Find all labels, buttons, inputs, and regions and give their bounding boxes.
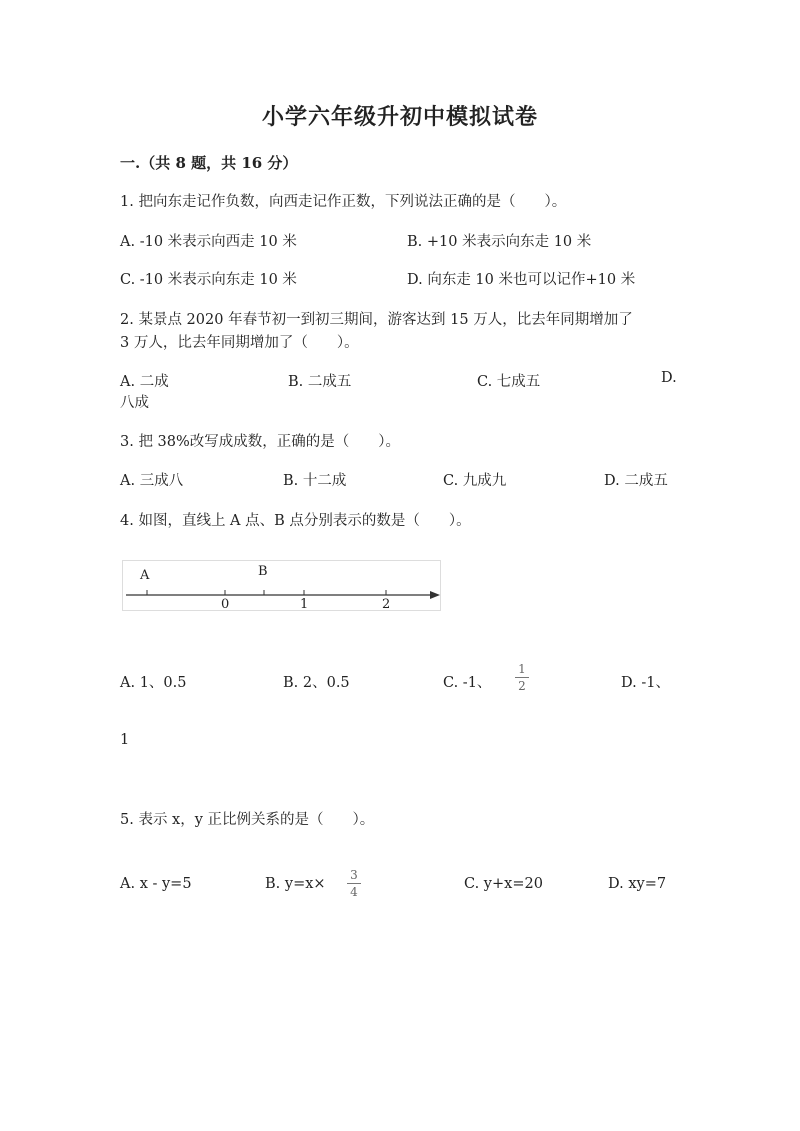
question-1-option-a[interactable]: A. -10 米表示向西走 10 米 <box>120 234 297 250</box>
question-2-option-d-text: 八成 <box>120 395 149 411</box>
question-1-option-b[interactable]: B. +10 米表示向东走 10 米 <box>407 234 592 250</box>
fraction-numerator: 3 <box>350 868 358 882</box>
tick-label-2: 2 <box>382 597 391 612</box>
number-line-figure <box>122 560 442 612</box>
question-2-option-d[interactable]: D. <box>661 370 677 386</box>
question-2-option-b[interactable]: B. 二成五 <box>288 374 352 390</box>
question-4-option-c-fraction <box>515 663 529 692</box>
question-5-stem: 5. 表示 x，y 正比例关系的是（ ）。 <box>120 812 375 828</box>
question-2-option-c[interactable]: C. 七成五 <box>477 374 541 390</box>
question-2-option-a[interactable]: A. 二成 <box>120 374 169 390</box>
section-heading: 一.（共 8 题，共 16 分） <box>120 154 298 172</box>
number-line-svg <box>122 560 442 612</box>
question-4-option-c[interactable]: C. -1、 <box>443 675 492 691</box>
question-3-option-b[interactable]: B. 十二成 <box>283 473 347 489</box>
question-1-stem: 1. 把向东走记作负数，向西走记作正数，下列说法正确的是（ ）。 <box>120 194 567 210</box>
page-title: 小学六年级升初中模拟试卷 <box>261 104 538 130</box>
fraction-denominator: 4 <box>350 885 358 899</box>
tick-label-0: 0 <box>221 597 230 612</box>
question-3-option-c[interactable]: C. 九成九 <box>443 473 507 489</box>
question-4-stem: 4. 如图，直线上 A 点、B 点分别表示的数是（ ）。 <box>120 513 471 529</box>
fraction-denominator: 2 <box>518 679 526 693</box>
fraction-bar <box>347 883 361 884</box>
question-4-option-a[interactable]: A. 1、0.5 <box>120 675 187 691</box>
question-3-option-d[interactable]: D. 二成五 <box>604 473 668 489</box>
question-5-option-c[interactable]: C. y+x=20 <box>464 876 543 892</box>
question-1-option-c[interactable]: C. -10 米表示向东走 10 米 <box>120 272 297 288</box>
question-3-option-a[interactable]: A. 三成八 <box>120 473 184 489</box>
question-5-option-b[interactable]: B. y=x× <box>265 876 326 892</box>
question-3-stem: 3. 把 38%改写成成数，正确的是（ ）。 <box>120 434 401 450</box>
question-5-option-b-fraction <box>347 869 361 898</box>
fraction-bar <box>515 677 529 678</box>
question-5-option-a[interactable]: A. x - y=5 <box>120 876 192 892</box>
number-line-arrow-icon <box>430 591 440 599</box>
question-2-stem-line1: 2. 某景点 2020 年春节初一到初三期间，游客达到 15 万人，比去年同期增加了 <box>120 312 633 328</box>
question-1-option-d[interactable]: D. 向东走 10 米也可以记作+10 米 <box>407 272 636 288</box>
fraction-numerator: 1 <box>518 662 526 676</box>
question-4-option-b[interactable]: B. 2、0.5 <box>283 675 350 691</box>
question-5-option-d[interactable]: D. xy=7 <box>608 876 667 892</box>
point-a-label: A <box>140 568 150 583</box>
tick-label-1: 1 <box>300 597 309 612</box>
question-4-option-d[interactable]: D. -1、 <box>621 675 670 691</box>
point-b-label: B <box>258 564 268 579</box>
question-2-stem-line2: 3 万人，比去年同期增加了（ ）。 <box>120 335 359 351</box>
figure-frame <box>123 561 441 611</box>
question-4-option-d-text: 1 <box>120 732 130 748</box>
